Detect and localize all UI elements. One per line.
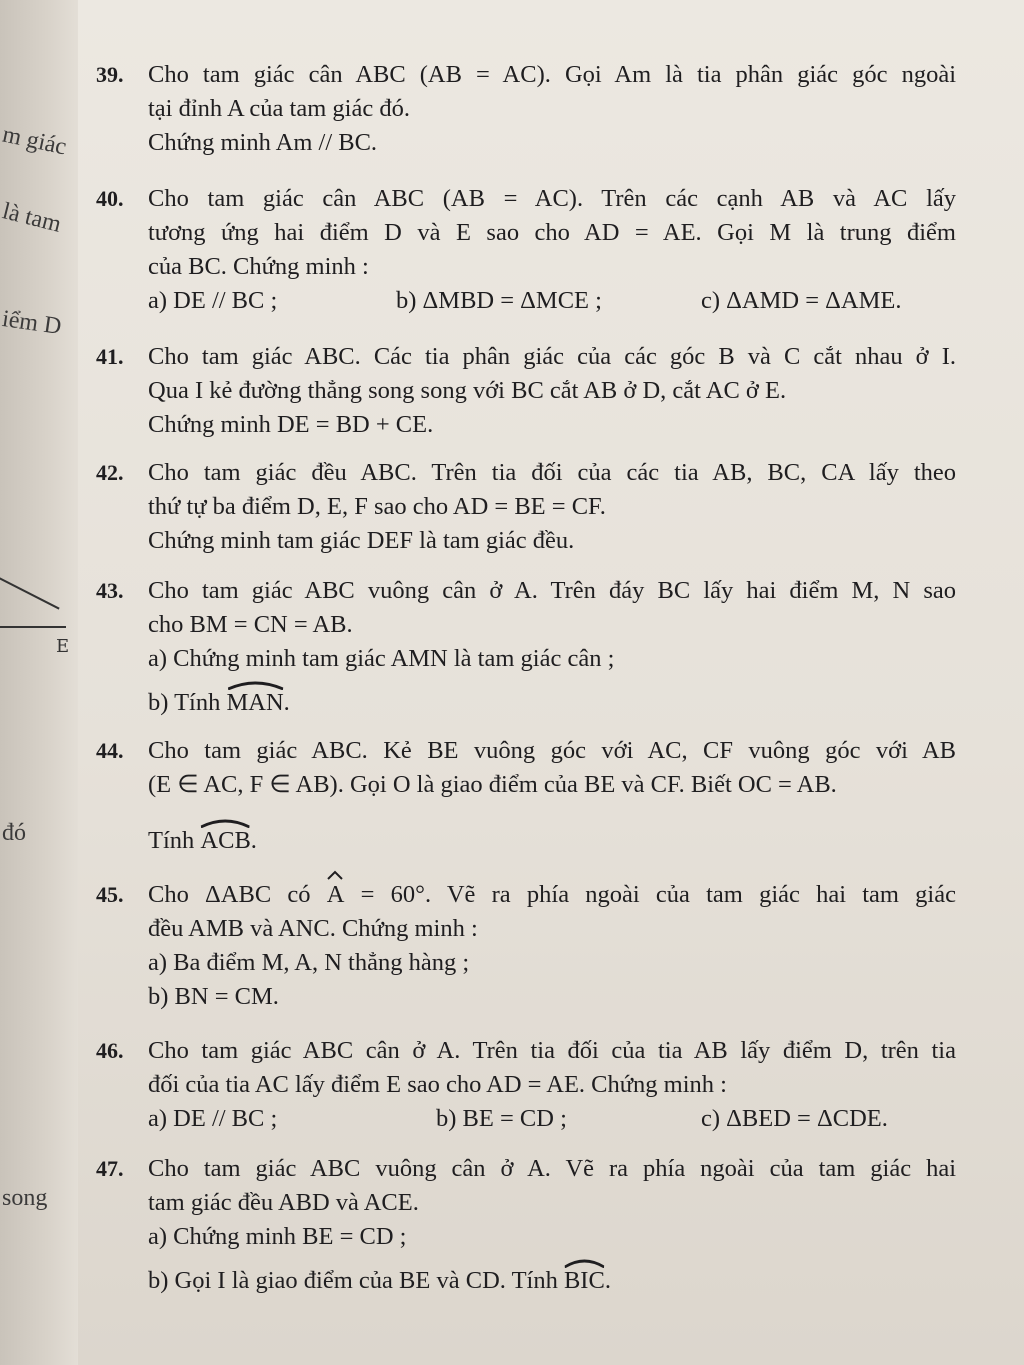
exercise-number: 39. (96, 62, 124, 87)
text-line: của BC. Chứng minh : (148, 253, 369, 280)
angle-ACB (200, 824, 250, 858)
text-line: (E ∈ AC, F ∈ AB). Gọi O là giao điểm của BE và CF. Biết OC = AB. (148, 771, 837, 798)
exercise-text (148, 58, 956, 160)
text-line: Chứng minh tam giác DEF là tam giác đều. (148, 527, 575, 554)
text-line: Qua I kẻ đường thẳng song song với BC cắt AB ở D, cắt AC ở E. (148, 377, 787, 404)
text-part: . (283, 689, 290, 716)
margin-fragment: là tam (0, 198, 64, 238)
text-line: b) BN = CM. (148, 983, 279, 1010)
text-part: Tính (148, 827, 201, 854)
exercise-text (148, 456, 956, 558)
text-line: tại đỉnh A của tam giác đó. (148, 95, 410, 122)
option-c: c) ΔAMD = ΔAME. (701, 287, 902, 314)
text-line: Chứng minh DE = BD + CE. (148, 411, 434, 438)
text-line (148, 878, 956, 912)
text-line: tam giác đều ABD và ACE. (148, 1189, 419, 1216)
answer-options (148, 1102, 956, 1136)
text-line: Chứng minh Am // BC. (148, 129, 378, 156)
figure-line-fragment (0, 575, 60, 609)
text-part: b) Gọi I là giao điểm của BE và CD. Tính (148, 1267, 564, 1294)
exercise-number: 45. (96, 882, 124, 907)
text-line: a) Chứng minh tam giác AMN là tam giác cân ; (148, 645, 615, 672)
angle-label: MAN (226, 689, 284, 716)
exercise-text (148, 1152, 956, 1298)
text-line: đều AMB và ANC. Chứng minh : (148, 915, 478, 942)
margin-fragment: iểm D (0, 306, 63, 341)
text-part: = 60°. Vẽ ra phía ngoài của tam giác hai tam giác (344, 881, 956, 908)
angle-label: ACB (200, 827, 251, 854)
text-line: tương ứng hai điểm D và E sao cho AD = AE. Gọi M là trung điểm (148, 219, 956, 246)
text-line: đối của tia AC lấy điểm E sao cho AD = AE. Chứng minh : (148, 1071, 727, 1098)
angle-MAN (227, 686, 284, 720)
angle-hat-icon (564, 1258, 605, 1268)
exercise-number: 40. (96, 186, 124, 211)
angle-label: A (326, 881, 345, 908)
exercise-text (148, 182, 956, 318)
margin-fragment: m giác (0, 121, 69, 161)
angle-hat-icon (227, 680, 284, 690)
text-line: a) Ba điểm M, A, N thẳng hàng ; (148, 949, 470, 976)
option-c: c) ΔBED = ΔCDE. (701, 1105, 888, 1132)
text-line (148, 1264, 956, 1298)
option-b: b) BE = CD ; (436, 1105, 567, 1132)
text-line: Cho tam giác ABC. Kẻ BE vuông góc với AC, CF vuông góc với AB (148, 737, 956, 764)
exercise-text (148, 1034, 956, 1136)
angle-label: BIC (563, 1267, 605, 1294)
text-line (148, 824, 956, 858)
angle-BIC (564, 1264, 605, 1298)
text-part: b) Tính (148, 689, 227, 716)
text-line: Cho tam giác cân ABC (AB = AC). Gọi Am là tia phân giác góc ngoài (148, 61, 956, 88)
text-line: Cho tam giác ABC vuông cân ở A. Vẽ ra phía ngoài của tam giác hai (148, 1155, 956, 1182)
margin-fragment: đó (2, 820, 26, 846)
text-part: . (604, 1267, 611, 1294)
text-line: Cho tam giác ABC cân ở A. Trên tia đối của tia AB lấy điểm D, trên tia (148, 1037, 956, 1064)
exercise-number: 47. (96, 1156, 124, 1181)
text-line: Cho tam giác ABC. Các tia phân giác của các góc B và C cắt nhau ở I. (148, 343, 956, 370)
exercise-text (148, 340, 956, 442)
exercise-number: 44. (96, 738, 124, 763)
margin-fragment: song (2, 1185, 48, 1211)
exercise-number: 41. (96, 344, 124, 369)
text-line: Cho tam giác ABC vuông cân ở A. Trên đáy BC lấy hai điểm M, N sao (148, 577, 956, 604)
option-a: a) DE // BC ; (148, 1105, 278, 1132)
exercise-number: 46. (96, 1038, 124, 1063)
angle-hat-icon (200, 818, 250, 828)
text-part: . (250, 827, 257, 854)
exercise-text (148, 734, 956, 858)
figure-line-fragment (0, 626, 66, 628)
angle-hat-icon (326, 870, 344, 880)
text-line: a) Chứng minh BE = CD ; (148, 1223, 407, 1250)
text-line: Cho tam giác đều ABC. Trên tia đối của các tia AB, BC, CA lấy theo (148, 459, 956, 486)
figure-label-fragment: E (56, 636, 70, 657)
text-line: Cho tam giác cân ABC (AB = AC). Trên các cạnh AB và AC lấy (148, 185, 956, 212)
exercise-number: 43. (96, 578, 124, 603)
angle-A (327, 878, 345, 912)
text-line: cho BM = CN = AB. (148, 611, 353, 638)
text-line (148, 686, 956, 720)
answer-options (148, 284, 956, 318)
text-part: Cho ΔABC có (148, 881, 327, 908)
previous-page-edge (0, 0, 78, 1365)
option-b: b) ΔMBD = ΔMCE ; (396, 287, 602, 314)
option-a: a) DE // BC ; (148, 287, 278, 314)
exercise-text (148, 878, 956, 1014)
text-line: thứ tự ba điểm D, E, F sao cho AD = BE = CF. (148, 493, 606, 520)
exercise-number: 42. (96, 460, 124, 485)
exercise-text (148, 574, 956, 720)
